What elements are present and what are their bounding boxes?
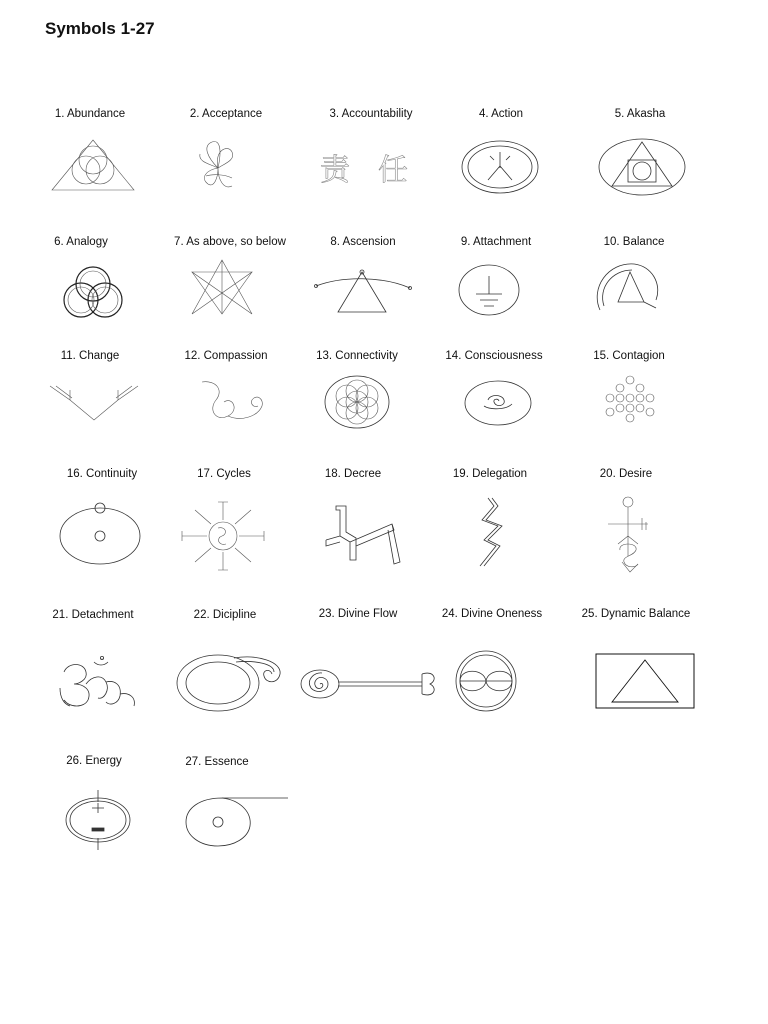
symbol-label: 2. Acceptance (189, 108, 263, 120)
spiral-curl-icon (196, 376, 276, 426)
looped-knot-icon (188, 136, 248, 196)
symbol-label: 7. As above, so below (174, 236, 286, 248)
page-title: Symbols 1-27 (45, 19, 155, 38)
radiant-sun-icon (180, 500, 266, 572)
symbol-label: 24. Divine Oneness (441, 608, 543, 620)
triangle-circles-icon (48, 138, 138, 194)
symbol-label: 5. Akasha (614, 108, 666, 120)
symbol-label: 15. Contagion (593, 350, 665, 362)
circle-dots-icon (56, 502, 144, 566)
symbol-label: 8. Ascension (330, 236, 396, 248)
kanji-responsibility-icon (318, 146, 428, 188)
figure-serpent-icon (598, 496, 662, 574)
symbol-label: 10. Balance (603, 236, 665, 248)
triangle-arc-icon (312, 266, 414, 316)
zigzag-bolt-icon (474, 496, 510, 568)
circle-swirl-icon (462, 378, 534, 428)
symbol-label: 20. Desire (599, 468, 653, 480)
plus-minus-disc-icon (62, 788, 134, 852)
symbol-label: 6. Analogy (54, 236, 108, 248)
bent-cross-icon (322, 502, 406, 566)
circle-fire-icon (458, 138, 542, 196)
symbol-label: 21. Detachment (52, 609, 134, 621)
spiral-triangle-icon (590, 258, 664, 318)
symbol-label: 12. Compassion (184, 350, 268, 362)
symbol-label: 25. Dynamic Balance (581, 608, 691, 620)
borromean-rings-icon (50, 262, 136, 320)
circle-ground-icon (456, 262, 522, 318)
spiral-rod-icon (298, 664, 440, 704)
symbol-label: 4. Action (478, 108, 524, 120)
dot-cluster-icon (598, 374, 662, 426)
circle-triangle-square-icon (596, 136, 688, 198)
symbol-label: 16. Continuity (66, 468, 138, 480)
symbol-label: 1. Abundance (54, 108, 126, 120)
symbol-label: 27. Essence (185, 756, 249, 768)
symbol-label: 9. Attachment (460, 236, 532, 248)
symbol-label: 14. Consciousness (445, 350, 543, 362)
circle-tangent-icon (184, 796, 292, 848)
kanji-char: 任 (378, 153, 408, 188)
seed-of-life-icon (322, 374, 392, 430)
symbol-label: 19. Delegation (452, 468, 528, 480)
open-chevron-icon (48, 382, 140, 426)
symbol-label: 11. Change (60, 350, 120, 362)
om-icon (58, 654, 142, 710)
symbol-label: 22. Dicipline (193, 609, 257, 621)
symbol-label: 18. Decree (324, 468, 382, 480)
symbol-label: 23. Divine Flow (318, 608, 398, 620)
symbol-label: 26. Energy (66, 755, 122, 767)
unicursal-hexagram-icon (182, 258, 262, 316)
ring-hook-icon (174, 652, 284, 714)
symbol-label: 13. Connectivity (316, 350, 398, 362)
circle-infinity-icon (448, 648, 524, 714)
kanji-char: 责 (320, 153, 350, 188)
boxed-triangle-icon (594, 652, 696, 710)
symbol-label: 3. Accountability (329, 108, 413, 120)
symbol-label: 17. Cycles (197, 468, 251, 480)
